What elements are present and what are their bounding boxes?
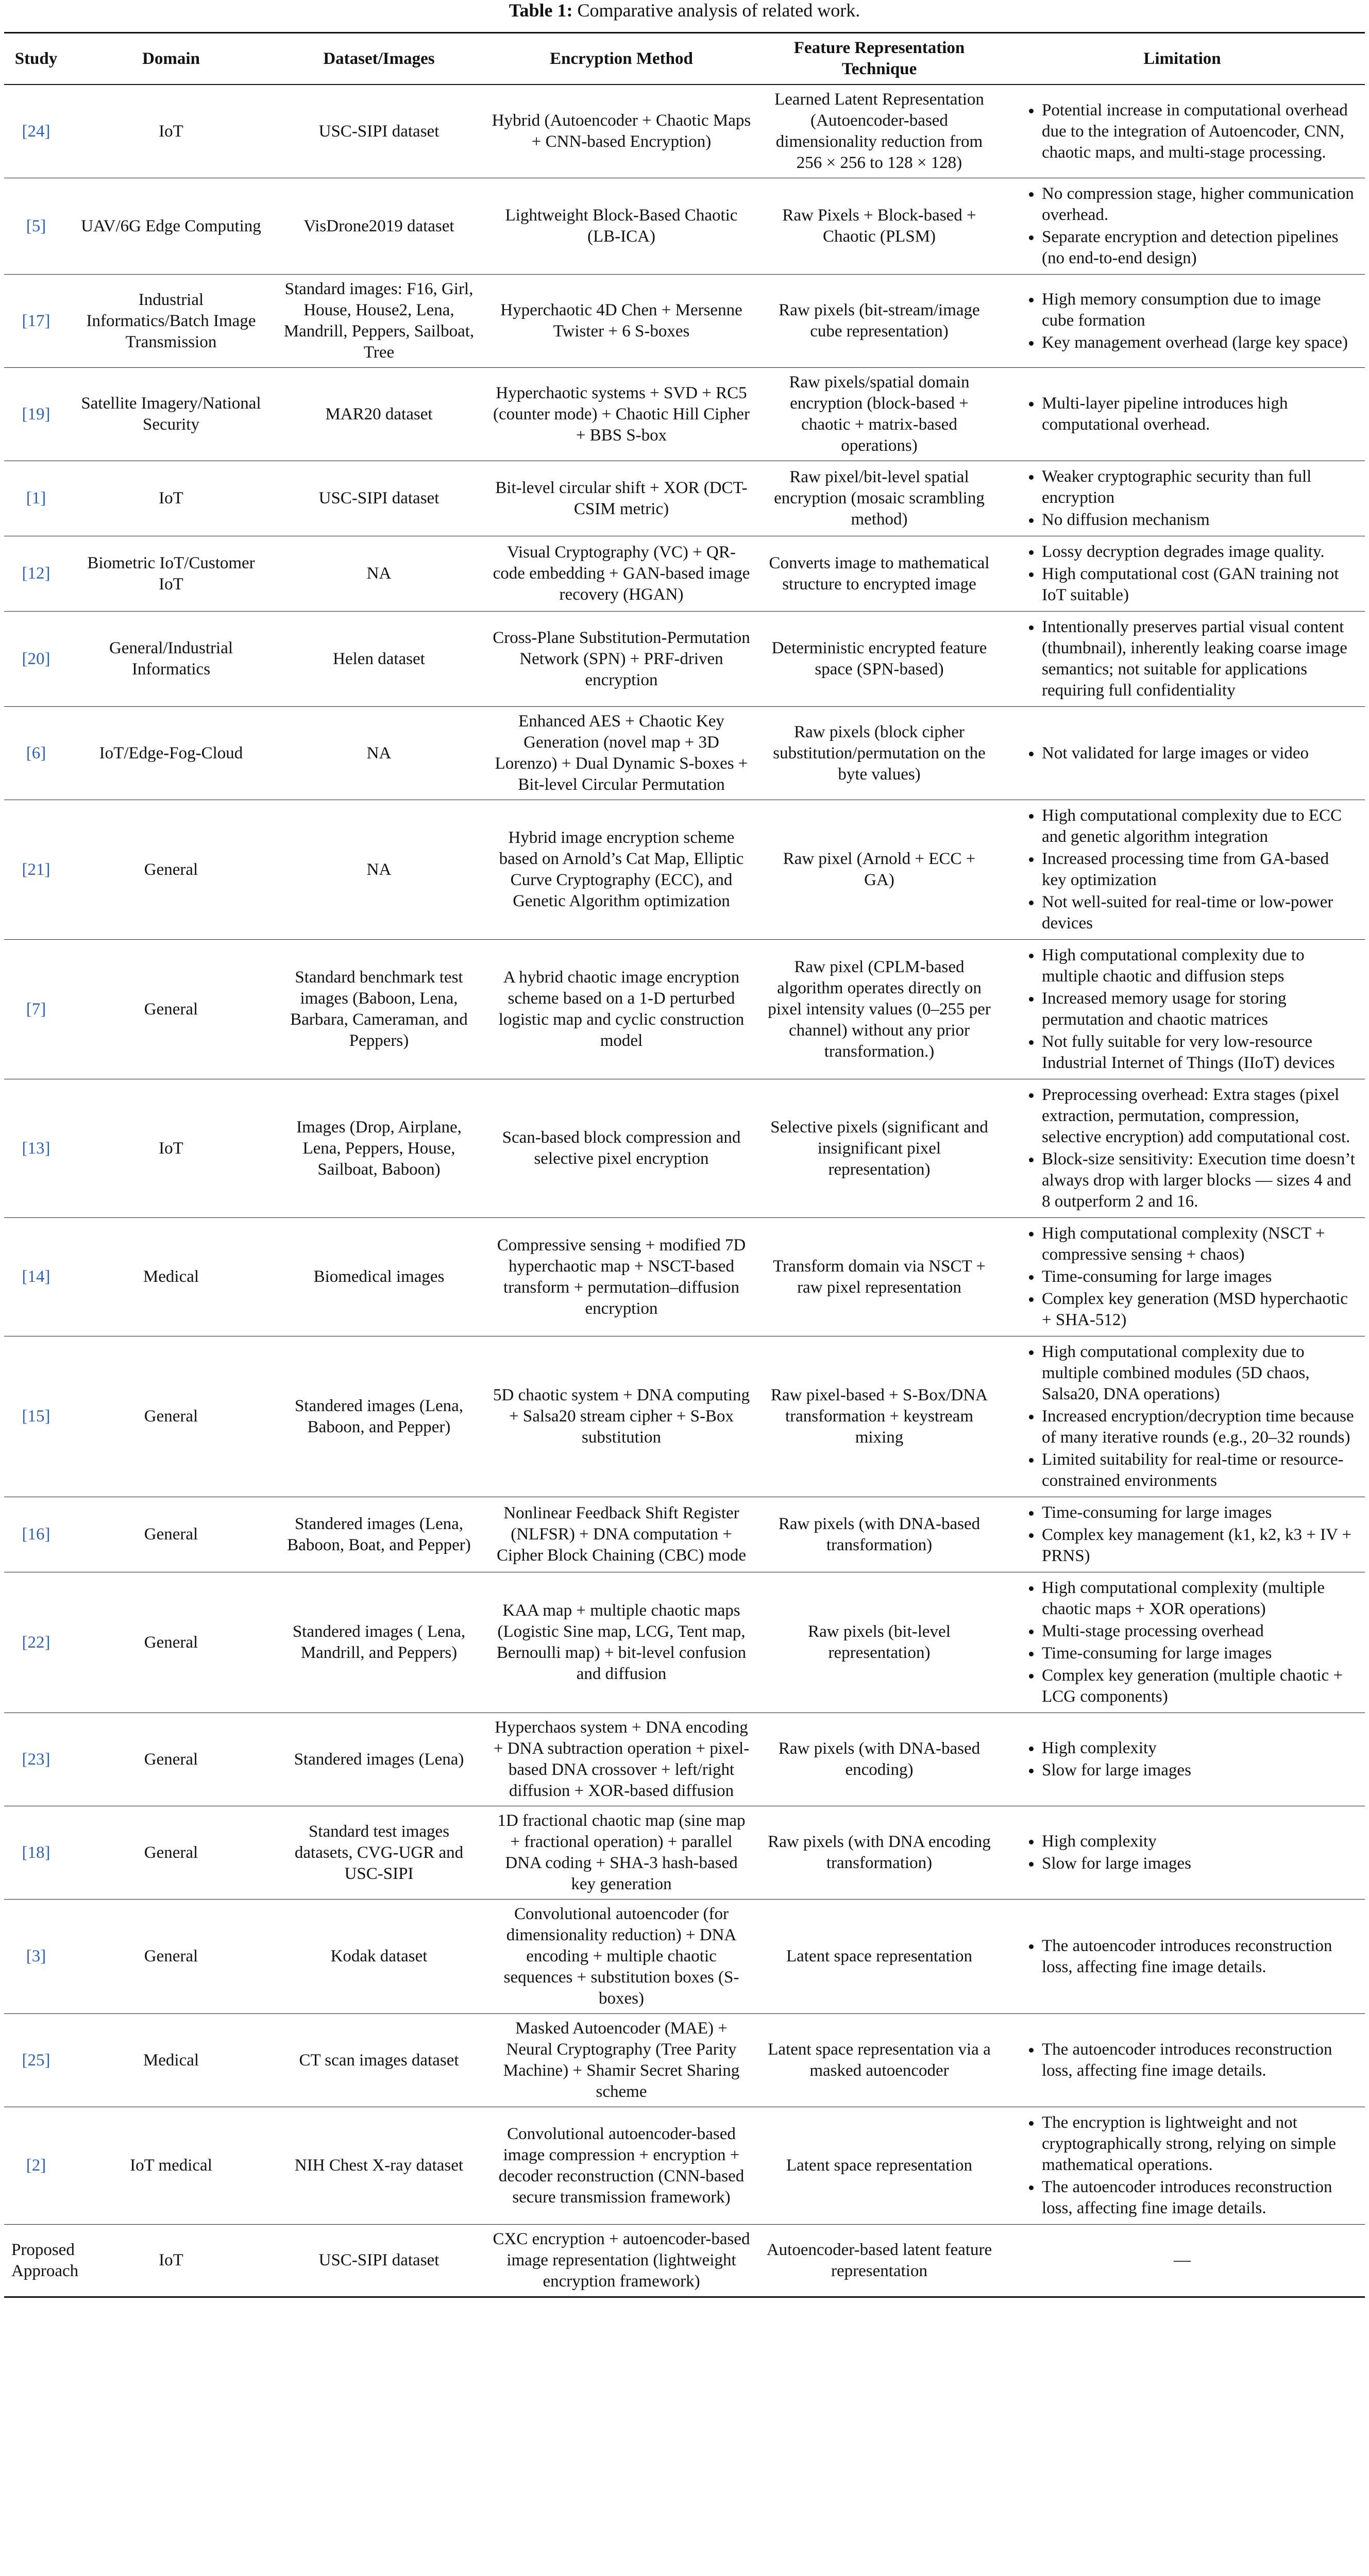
citation-link[interactable]: [21] (22, 860, 50, 879)
limitation-item: • Complex key generation (multiple chaotic + LCG components) (1042, 1665, 1356, 1707)
feature-representation-cell: Raw pixel (Arnold + ECC + GA) (759, 800, 1000, 940)
table-row (4, 1079, 1365, 1218)
limitation-cell (1000, 178, 1365, 275)
dataset-cell: Standard test images datasets, CVG-UGR and USC-SIPI (274, 1806, 484, 1900)
citation-link[interactable]: [3] (26, 1947, 46, 1965)
limitation-item: • Intentionally preserves partial visual content (thumbnail), inherently leaking coarse image semantics; not suitable for applications requiring full confidentiality (1042, 617, 1356, 701)
table-caption (0, 0, 1369, 23)
citation-link[interactable]: [23] (22, 1750, 50, 1769)
feature-representation-cell: Transform domain via NSCT + raw pixel representation (759, 1218, 1000, 1336)
domain-cell: General (68, 800, 274, 940)
limitation-list (1009, 1084, 1356, 1212)
limitation-item: • High computational complexity (NSCT + compressive sensing + chaos) (1042, 1223, 1356, 1265)
limitation-list (1009, 2112, 1356, 2219)
limitation-list (1009, 466, 1356, 531)
dataset-cell: USC-SIPI dataset (274, 2225, 484, 2297)
dataset-cell: Images (Drop, Airplane, Lena, Peppers, House, Sailboat, Baboon) (274, 1079, 484, 1218)
encryption-method-cell: Scan-based block compression and selective pixel encryption (484, 1079, 759, 1218)
feature-representation-cell: Raw pixels (bit-stream/image cube representation) (759, 275, 1000, 368)
limitation-list (1009, 1831, 1356, 1874)
limitation-cell (1000, 800, 1365, 940)
study-cell (4, 2107, 68, 2225)
citation-link[interactable]: [2] (26, 2156, 46, 2175)
citation-number[interactable]: 14 (27, 1267, 45, 1286)
table-row (4, 1900, 1365, 2014)
encryption-method-cell: Hyperchaos system + DNA encoding + DNA subtraction operation + pixel-based DNA crossover + left/right diffusion + XOR-based diffusion (484, 1713, 759, 1806)
domain-cell: General (68, 1497, 274, 1572)
limitation-item: • The encryption is lightweight and not cryptographically strong, relying on simple mathematical operations. (1042, 2112, 1356, 2176)
table-row (4, 461, 1365, 536)
limitation-list (1009, 289, 1356, 353)
limitation-item: • High computational complexity due to multiple chaotic and diffusion steps (1042, 945, 1356, 987)
limitation-cell (1000, 1079, 1365, 1218)
limitation-item: • Increased encryption/decryption time because of many iterative rounds (e.g., 20–32 rounds) (1042, 1406, 1356, 1448)
limitation-item: • High computational complexity due to ECC and genetic algorithm integration (1042, 805, 1356, 848)
study-cell (4, 275, 68, 368)
encryption-method-cell: Visual Cryptography (VC) + QR-code embedding + GAN-based image recovery (HGAN) (484, 536, 759, 612)
limitation-item: • High computational complexity due to multiple combined modules (5D chaos, Salsa20, DNA operations) (1042, 1342, 1356, 1405)
table-row (4, 1806, 1365, 1900)
citation-link[interactable]: [5] (26, 216, 46, 235)
limitation-item: • Not validated for large images or video (1042, 743, 1356, 764)
header-study: Study (4, 33, 68, 85)
dataset-cell: Kodak dataset (274, 1900, 484, 2014)
limitation-item: • High complexity (1042, 1738, 1356, 1759)
dataset-cell: Standard benchmark test images (Baboon, Lena, Barbara, Cameraman, and Peppers) (274, 940, 484, 1079)
limitation-cell (1000, 84, 1365, 178)
study-cell (4, 940, 68, 1079)
dataset-cell: CT scan images dataset (274, 2014, 484, 2107)
encryption-method-cell: 5D chaotic system + DNA computing + Salsa20 stream cipher + S-Box substitution (484, 1336, 759, 1497)
table-row (4, 536, 1365, 612)
domain-cell: UAV/6G Edge Computing (68, 178, 274, 275)
domain-cell: General (68, 940, 274, 1079)
citation-number[interactable]: 13 (27, 1139, 45, 1158)
limitation-item: • Limited suitability for real-time or resource-constrained environments (1042, 1449, 1356, 1492)
citation-number[interactable]: 23 (27, 1750, 45, 1769)
limitation-item: • Time-consuming for large images (1042, 1643, 1356, 1664)
limitation-item: • Preprocessing overhead: Extra stages (pixel extraction, permutation, compression, selective encryption) add computational cost. (1042, 1084, 1356, 1148)
caption-text: Comparative analysis of related work. (577, 0, 860, 21)
header-feature-representation: Feature Representation Technique (759, 33, 1000, 85)
citation-link[interactable]: [24] (22, 122, 50, 141)
table-row (4, 1497, 1365, 1572)
citation-number[interactable]: 7 (31, 999, 41, 1019)
limitation-list (1009, 743, 1356, 764)
dataset-cell: USC-SIPI dataset (274, 461, 484, 536)
header-dataset: Dataset/Images (274, 33, 484, 85)
citation-number[interactable]: 25 (27, 2050, 45, 2070)
feature-representation-cell: Latent space representation (759, 2107, 1000, 2225)
limitation-cell (1000, 1336, 1365, 1497)
header-row (4, 33, 1365, 85)
study-cell (4, 1713, 68, 1806)
study-cell (4, 1336, 68, 1497)
domain-cell: IoT (68, 84, 274, 178)
feature-representation-cell: Raw pixel/bit-level spatial encryption (mosaic scrambling method) (759, 461, 1000, 536)
citation-link[interactable]: [14] (22, 1267, 50, 1286)
encryption-method-cell: Convolutional autoencoder (for dimensionality reduction) + DNA encoding + multiple chaotic sequences + substitution boxes (S-boxes) (484, 1900, 759, 2014)
limitation-cell (1000, 1806, 1365, 1900)
encryption-method-cell: Nonlinear Feedback Shift Register (NLFSR) + DNA computation + Cipher Block Chaining (CBC) mode (484, 1497, 759, 1572)
citation-link[interactable]: [17] (22, 311, 50, 330)
limitation-item: • Time-consuming for large images (1042, 1266, 1356, 1287)
table-row (4, 2225, 1365, 2297)
limitation-item: • The autoencoder introduces reconstruction loss, affecting fine image details. (1042, 2039, 1356, 2081)
study-cell (4, 368, 68, 461)
limitation-list (1009, 1342, 1356, 1492)
limitation-cell (1000, 275, 1365, 368)
citation-link[interactable]: [25] (22, 2050, 50, 2070)
limitation-cell (1000, 940, 1365, 1079)
feature-representation-cell: Deterministic encrypted feature space (SPN-based) (759, 612, 1000, 707)
table-body (4, 84, 1365, 2297)
citation-link[interactable]: [1] (26, 489, 46, 507)
limitation-item: • Slow for large images (1042, 1760, 1356, 1781)
citation-number[interactable]: 20 (27, 649, 45, 668)
limitation-cell (1000, 2014, 1365, 2107)
study-cell (4, 707, 68, 800)
limitation-item: • No compression stage, higher communication overhead. (1042, 183, 1356, 226)
dataset-cell: MAR20 dataset (274, 368, 484, 461)
dataset-cell: USC-SIPI dataset (274, 84, 484, 178)
citation-number[interactable]: 5 (31, 216, 41, 235)
limitation-cell (1000, 707, 1365, 800)
dataset-cell: Standard images: F16, Girl, House, House2, Lena, Mandrill, Peppers, Sailboat, Tree (274, 275, 484, 368)
feature-representation-cell: Converts image to mathematical structure to encrypted image (759, 536, 1000, 612)
study-cell (4, 178, 68, 275)
limitation-item: • Separate encryption and detection pipelines (no end-to-end design) (1042, 227, 1356, 269)
encryption-method-cell: Masked Autoencoder (MAE) + Neural Cryptography (Tree Parity Machine) + Shamir Secret Sharing scheme (484, 2014, 759, 2107)
header-encryption-method: Encryption Method (484, 33, 759, 85)
citation-link[interactable]: [7] (26, 999, 46, 1019)
citation-link[interactable]: [15] (22, 1407, 50, 1426)
citation-number[interactable]: 3 (31, 1947, 41, 1965)
study-cell (4, 800, 68, 940)
feature-representation-cell: Raw pixels (bit-level representation) (759, 1572, 1000, 1713)
dataset-cell: NA (274, 800, 484, 940)
header-limitation: Limitation (1000, 33, 1365, 85)
citation-link[interactable]: [13] (22, 1139, 50, 1158)
limitation-item: • Not well-suited for real-time or low-power devices (1042, 892, 1356, 934)
feature-representation-cell: Raw Pixels + Block-based + Chaotic (PLSM) (759, 178, 1000, 275)
limitation-list (1009, 100, 1356, 163)
encryption-method-cell: A hybrid chaotic image encryption scheme based on a 1-D perturbed logistic map and cyclic construction model (484, 940, 759, 1079)
limitation-cell (1000, 612, 1365, 707)
study-cell (4, 536, 68, 612)
limitation-item: • Increased memory usage for storing permutation and chaotic matrices (1042, 988, 1356, 1030)
feature-representation-cell: Raw pixels (with DNA encoding transformation) (759, 1806, 1000, 1900)
limitation-cell: — (1000, 2225, 1365, 2297)
limitation-item: • Not fully suitable for very low-resource Industrial Internet of Things (IIoT) devices (1042, 1031, 1356, 1074)
feature-representation-cell: Raw pixel-based + S-Box/DNA transformation + keystream mixing (759, 1336, 1000, 1497)
dataset-cell: Standered images (Lena) (274, 1713, 484, 1806)
limitation-item: • Multi-layer pipeline introduces high computational overhead. (1042, 393, 1356, 435)
comparison-table (4, 32, 1365, 2298)
feature-representation-cell: Autoencoder-based latent feature representation (759, 2225, 1000, 2297)
dataset-cell: Biomedical images (274, 1218, 484, 1336)
encryption-method-cell: Enhanced AES + Chaotic Key Generation (novel map + 3D Lorenzo) + Dual Dynamic S-boxes + Bit-level Circular Permutation (484, 707, 759, 800)
citation-number[interactable]: 16 (27, 1525, 45, 1544)
citation-number[interactable]: 6 (31, 743, 41, 762)
encryption-method-cell: Hybrid image encryption scheme based on Arnold’s Cat Map, Elliptic Curve Cryptography (ECC), and Genetic Algorithm optimization (484, 800, 759, 940)
domain-cell: Biometric IoT/Customer IoT (68, 536, 274, 612)
citation-number[interactable]: 17 (27, 311, 45, 330)
study-cell (4, 1497, 68, 1572)
table-row (4, 940, 1365, 1079)
table-row (4, 2014, 1365, 2107)
limitation-cell (1000, 368, 1365, 461)
study-cell (4, 2014, 68, 2107)
limitation-item: • Potential increase in computational overhead due to the integration of Autoencoder, CNN, chaotic maps, and multi-stage processing. (1042, 100, 1356, 163)
table-row (4, 275, 1365, 368)
domain-cell: IoT (68, 1079, 274, 1218)
feature-representation-cell: Raw pixels/spatial domain encryption (block-based + chaotic + matrix-based operations) (759, 368, 1000, 461)
table-row (4, 178, 1365, 275)
table-row (4, 612, 1365, 707)
table-row (4, 1572, 1365, 1713)
limitation-item: • Increased processing time from GA-based key optimization (1042, 849, 1356, 891)
encryption-method-cell: Bit-level circular shift + XOR (DCT-CSIM metric) (484, 461, 759, 536)
limitation-item: • Time-consuming for large images (1042, 1502, 1356, 1523)
dataset-cell: Helen dataset (274, 612, 484, 707)
encryption-method-cell: Hyperchaotic systems + SVD + RC5 (counter mode) + Chaotic Hill Cipher + BBS S-box (484, 368, 759, 461)
encryption-method-cell: Cross-Plane Substitution-Permutation Network (SPN) + PRF-driven encryption (484, 612, 759, 707)
citation-number[interactable]: 18 (27, 1843, 45, 1862)
study-cell (4, 1806, 68, 1900)
citation-number[interactable]: 22 (27, 1633, 45, 1652)
limitation-list (1009, 805, 1356, 934)
domain-cell: General (68, 1900, 274, 2014)
limitation-list (1009, 945, 1356, 1074)
encryption-method-cell: 1D fractional chaotic map (sine map + fractional operation) + parallel DNA coding + SHA-3 hash-based key generation (484, 1806, 759, 1900)
dataset-cell: VisDrone2019 dataset (274, 178, 484, 275)
limitation-cell (1000, 1713, 1365, 1806)
limitation-item: • Block-size sensitivity: Execution time doesn’t always drop with larger blocks — sizes 4 and 8 outperform 2 and 16. (1042, 1149, 1356, 1212)
domain-cell: General (68, 1572, 274, 1713)
dataset-cell: NA (274, 707, 484, 800)
encryption-method-cell: CXC encryption + autoencoder-based image representation (lightweight encryption framework) (484, 2225, 759, 2297)
limitation-list (1009, 541, 1356, 606)
citation-number[interactable]: 1 (31, 489, 41, 507)
table-row (4, 1218, 1365, 1336)
domain-cell: Medical (68, 1218, 274, 1336)
table-row (4, 2107, 1365, 2225)
domain-cell: Medical (68, 2014, 274, 2107)
encryption-method-cell: Compressive sensing + modified 7D hyperchaotic map + NSCT-based transform + permutation–diffusion encryption (484, 1218, 759, 1336)
dataset-cell: Standered images (Lena, Baboon, Boat, and Pepper) (274, 1497, 484, 1572)
dataset-cell: NIH Chest X-ray dataset (274, 2107, 484, 2225)
limitation-cell (1000, 536, 1365, 612)
limitation-list (1009, 393, 1356, 435)
limitation-cell (1000, 1218, 1365, 1336)
limitation-cell (1000, 1497, 1365, 1572)
limitation-list (1009, 1223, 1356, 1331)
caption-label: Table 1: (509, 0, 573, 21)
feature-representation-cell: Raw pixels (with DNA-based transformation) (759, 1497, 1000, 1572)
encryption-method-cell: Hyperchaotic 4D Chen + Mersenne Twister + 6 S-boxes (484, 275, 759, 368)
domain-cell: IoT (68, 461, 274, 536)
citation-link[interactable]: [18] (22, 1843, 50, 1862)
table-row (4, 368, 1365, 461)
domain-cell: General (68, 1336, 274, 1497)
domain-cell: IoT medical (68, 2107, 274, 2225)
limitation-item: • High computational complexity (multiple chaotic maps + XOR operations) (1042, 1578, 1356, 1620)
limitation-list (1009, 1502, 1356, 1567)
feature-representation-cell: Raw pixels (block cipher substitution/permutation on the byte values) (759, 707, 1000, 800)
limitation-item: • The autoencoder introduces reconstruction loss, affecting fine image details. (1042, 2177, 1356, 2219)
citation-number[interactable]: 21 (27, 860, 45, 879)
table-row (4, 800, 1365, 940)
domain-cell: Satellite Imagery/National Security (68, 368, 274, 461)
encryption-method-cell: Lightweight Block-Based Chaotic (LB-ICA) (484, 178, 759, 275)
dataset-cell: NA (274, 536, 484, 612)
limitation-list (1009, 1936, 1356, 1978)
study-cell (4, 612, 68, 707)
citation-link[interactable]: [20] (22, 649, 50, 668)
study-cell (4, 1900, 68, 2014)
study-cell (4, 1218, 68, 1336)
limitation-cell (1000, 461, 1365, 536)
citation-number[interactable]: 12 (27, 564, 45, 583)
limitation-item: • Multi-stage processing overhead (1042, 1621, 1356, 1642)
header-domain: Domain (68, 33, 274, 85)
dataset-cell: Standered images (Lena, Baboon, and Pepper) (274, 1336, 484, 1497)
limitation-item: • High memory consumption due to image cube formation (1042, 289, 1356, 331)
table-row (4, 1336, 1365, 1497)
citation-link[interactable]: [22] (22, 1633, 50, 1652)
limitation-item: • Complex key management (k1, k2, k3 + IV + PRNS) (1042, 1524, 1356, 1567)
citation-number[interactable]: 2 (31, 2156, 41, 2175)
limitation-item: • Weaker cryptographic security than full encryption (1042, 466, 1356, 509)
citation-link[interactable]: [19] (22, 404, 50, 423)
study-cell (4, 84, 68, 178)
limitation-list (1009, 183, 1356, 269)
citation-number[interactable]: 15 (27, 1407, 45, 1426)
limitation-cell (1000, 2107, 1365, 2225)
domain-cell: Industrial Informatics/Batch Image Transmission (68, 275, 274, 368)
feature-representation-cell: Raw pixels (with DNA-based encoding) (759, 1713, 1000, 1806)
limitation-cell (1000, 1572, 1365, 1713)
feature-representation-cell: Latent space representation (759, 1900, 1000, 2014)
limitation-list (1009, 1578, 1356, 1707)
table-row (4, 84, 1365, 178)
citation-number[interactable]: 19 (27, 404, 45, 423)
table-row (4, 707, 1365, 800)
limitation-item: • No diffusion mechanism (1042, 510, 1356, 531)
limitation-item: • Complex key generation (MSD hyperchaotic + SHA-512) (1042, 1289, 1356, 1331)
dataset-cell: Standered images ( Lena, Mandrill, and Peppers) (274, 1572, 484, 1713)
limitation-list (1009, 2039, 1356, 2081)
limitation-item: • High computational cost (GAN training not IoT suitable) (1042, 564, 1356, 606)
encryption-method-cell: KAA map + multiple chaotic maps (Logistic Sine map, LCG, Tent map, Bernoulli map) + bit-level confusion and diffusion (484, 1572, 759, 1713)
limitation-item: • The autoencoder introduces reconstruction loss, affecting fine image details. (1042, 1936, 1356, 1978)
domain-cell: IoT/Edge-Fog-Cloud (68, 707, 274, 800)
domain-cell: IoT (68, 2225, 274, 2297)
limitation-item: • Slow for large images (1042, 1853, 1356, 1874)
study-cell (4, 1079, 68, 1218)
limitation-list (1009, 617, 1356, 701)
limitation-list (1009, 1738, 1356, 1781)
domain-cell: General (68, 1713, 274, 1806)
domain-cell: General/Industrial Informatics (68, 612, 274, 707)
feature-representation-cell: Raw pixel (CPLM-based algorithm operates directly on pixel intensity values (0–255 per channel) without any prior transformation.) (759, 940, 1000, 1079)
feature-representation-cell: Selective pixels (significant and insignificant pixel representation) (759, 1079, 1000, 1218)
encryption-method-cell: Hybrid (Autoencoder + Chaotic Maps + CNN-based Encryption) (484, 84, 759, 178)
encryption-method-cell: Convolutional autoencoder-based image compression + encryption + decoder reconstruction (CNN-based secure transmission framework) (484, 2107, 759, 2225)
citation-link[interactable]: [12] (22, 564, 50, 583)
limitation-item: • High complexity (1042, 1831, 1356, 1852)
feature-representation-cell: Learned Latent Representation (Autoencoder-based dimensionality reduction from 256 × 256 to 128 × 128) (759, 84, 1000, 178)
table-row (4, 1713, 1365, 1806)
limitation-cell (1000, 1900, 1365, 2014)
citation-number[interactable]: 24 (27, 122, 45, 141)
citation-link[interactable]: [16] (22, 1525, 50, 1544)
study-cell (4, 1572, 68, 1713)
limitation-item: • Lossy decryption degrades image quality. (1042, 541, 1356, 563)
feature-representation-cell: Latent space representation via a masked autoencoder (759, 2014, 1000, 2107)
study-cell: Proposed Approach (4, 2225, 68, 2297)
limitation-item: • Key management overhead (large key space) (1042, 332, 1356, 353)
citation-link[interactable]: [6] (26, 743, 46, 762)
domain-cell: General (68, 1806, 274, 1900)
study-cell (4, 461, 68, 536)
